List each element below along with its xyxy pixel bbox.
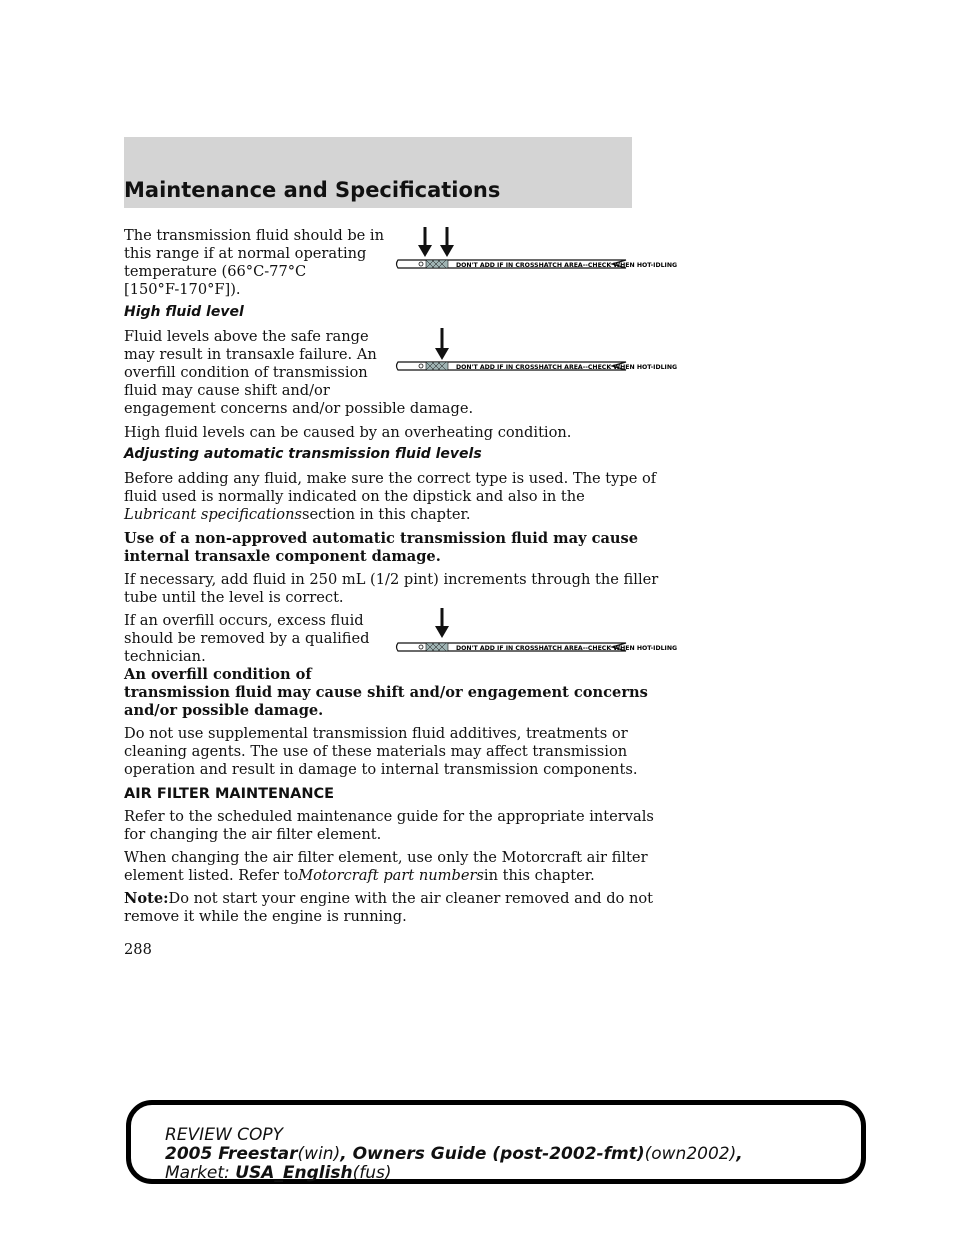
footer-market-label: Market:	[165, 1163, 230, 1183]
paragraph-line: technician.	[124, 648, 206, 665]
intro-line: this range if at normal operating	[124, 245, 367, 262]
paragraph-line: When changing the air filter element, use only the Motorcraft air filter	[124, 849, 648, 866]
paragraph-line: may result in transaxle failure. An	[124, 346, 377, 363]
dipstick-blade	[397, 260, 678, 269]
warning-line: and/or possible damage.	[124, 702, 324, 719]
paragraph-line	[124, 867, 595, 885]
note-line: remove it while the engine is running.	[124, 908, 407, 925]
dipstick-blade	[397, 362, 678, 371]
dipstick-blade	[397, 643, 678, 652]
paragraph-line: fluid used is normally indicated on the dipstick and also in the	[124, 488, 585, 505]
dipstick-high-level-illustration	[394, 328, 678, 378]
dipstick-overfill-illustration	[394, 608, 678, 658]
footer-guide: Owners Guide (post-2002-fmt)	[346, 1144, 645, 1164]
paragraph-line: High fluid levels can be caused by an overheating condition.	[124, 424, 572, 441]
paragraph-line: operation and result in damage to internal transmission components.	[124, 761, 638, 778]
footer-separator: ,	[736, 1144, 743, 1164]
review-copy-label: REVIEW COPY	[165, 1125, 284, 1145]
footer-market-code: (fus)	[352, 1163, 392, 1183]
warning-line: internal transaxle component damage.	[124, 548, 441, 565]
footer-guide-code: (own2002)	[644, 1144, 737, 1164]
paragraph-line: If an overfill occurs, excess fluid	[124, 612, 364, 629]
paragraph-line: for changing the air filter element.	[124, 826, 382, 843]
paragraph-text: section in this chapter.	[301, 506, 471, 523]
section-heading-high-fluid: High fluid level	[124, 304, 244, 320]
intro-line: [150°F-170°F]).	[124, 281, 241, 298]
warning-line: transmission fluid may cause shift and/or engagement concerns	[124, 684, 648, 701]
paragraph-line: Do not use supplemental transmission fluid additives, treatments or	[124, 725, 628, 742]
note-line	[124, 890, 653, 908]
paragraph-line: should be removed by a qualified	[124, 630, 370, 647]
paragraph-text: in this chapter.	[483, 867, 595, 884]
dipstick-label: DON'T ADD IF IN CROSSHATCH AREA--CHECK WHEN HOT-IDLING	[456, 364, 678, 371]
footer-document-line	[165, 1145, 743, 1164]
down-arrow-icon	[418, 227, 432, 257]
paragraph-text: element listed. Refer to	[124, 867, 299, 884]
paragraph-line: Before adding any fluid, make sure the correct type is used. The type of	[124, 470, 657, 487]
paragraph-line: fluid may cause shift and/or	[124, 382, 330, 399]
dipstick-label: DON'T ADD IF IN CROSSHATCH AREA--CHECK WHEN HOT-IDLING	[456, 645, 678, 652]
cross-reference-link: Motorcraft part numbers	[298, 867, 484, 884]
down-arrow-icon	[435, 328, 449, 360]
paragraph-line: Fluid levels above the safe range	[124, 328, 369, 345]
paragraph-line: engagement concerns and/or possible damage.	[124, 400, 474, 417]
footer-vehicle: 2005 Freestar	[165, 1144, 298, 1164]
page-number: 288	[124, 941, 152, 958]
paragraph-line	[124, 506, 471, 524]
down-arrow-icon	[435, 608, 449, 638]
dipstick-label: DON'T ADD IF IN CROSSHATCH AREA--CHECK WHEN HOT-IDLING	[456, 262, 678, 269]
note-text: Do not start your engine with the air cleaner removed and do not	[168, 890, 654, 907]
dipstick-normal-range-illustration	[394, 227, 678, 277]
footer-separator: ,	[340, 1144, 347, 1164]
warning-line: An overfill condition of	[124, 666, 312, 683]
paragraph-line: Refer to the scheduled maintenance guide for the appropriate intervals	[124, 808, 654, 825]
footer-vehicle-code: (win)	[297, 1144, 341, 1164]
paragraph-line: cleaning agents. The use of these materials may affect transmission	[124, 743, 628, 760]
paragraph-line: overfill condition of transmission	[124, 364, 368, 381]
warning-line: Use of a non-approved automatic transmission fluid may cause	[124, 530, 639, 547]
intro-line: temperature (66°C-77°C	[124, 263, 307, 280]
intro-line: The transmission fluid should be in	[124, 227, 385, 244]
footer-market-line	[165, 1164, 392, 1183]
page-title: Maintenance and Specifications	[124, 178, 501, 202]
note-label: Note:	[124, 890, 169, 907]
paragraph-line: tube until the level is correct.	[124, 589, 344, 606]
down-arrow-icon	[440, 227, 454, 257]
footer-market: USA_English	[235, 1163, 353, 1183]
cross-reference-link: Lubricant specifications	[124, 506, 302, 523]
section-heading-air-filter: AIR FILTER MAINTENANCE	[124, 786, 334, 802]
section-heading-adjusting: Adjusting automatic transmission fluid levels	[124, 446, 482, 462]
paragraph-line: If necessary, add fluid in 250 mL (1/2 pint) increments through the filler	[124, 571, 659, 588]
